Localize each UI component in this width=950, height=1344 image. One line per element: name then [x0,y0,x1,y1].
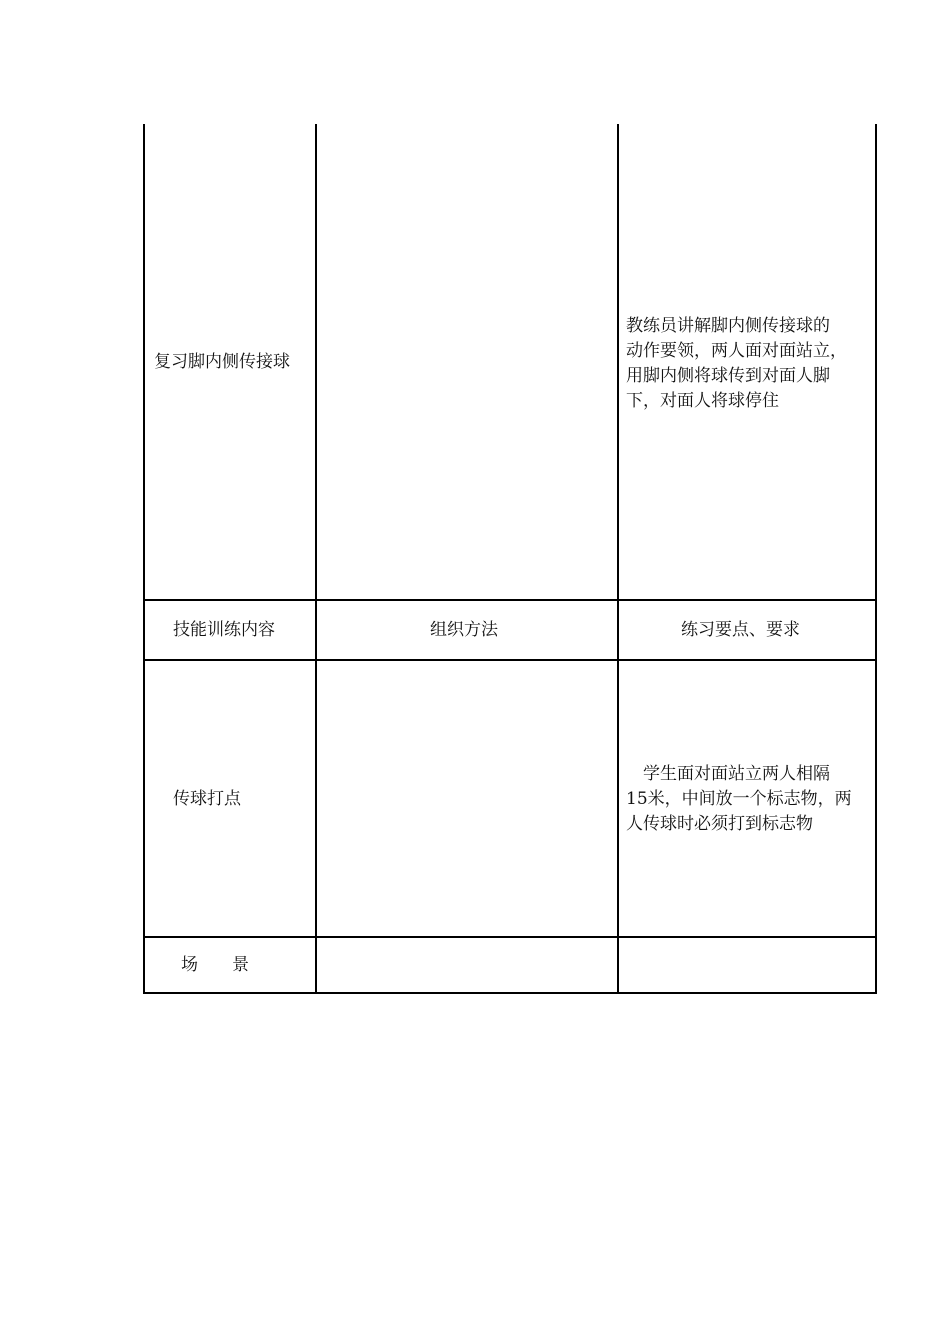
requirement-line: 动作要领，两人面对面站立， [626,341,847,361]
requirement-line: 15米，中间放一个标志物，两 [626,789,852,809]
requirement-line: 用脚内侧将球传到对面人脚 [626,366,830,386]
requirement-line: 教练员讲解脚内侧传接球的 [626,316,830,336]
table-left-border [143,124,145,994]
table-row-divider-3 [143,936,877,938]
table-row-divider-1 [143,599,877,601]
table-right-border [875,124,877,994]
header-practice-requirements: 练习要点、要求 [681,620,800,640]
requirement-line: 下，对面人将球停住 [626,391,779,411]
table-bottom-border [143,992,877,994]
scene-label-cell: 场 景 [181,955,249,975]
table-column-divider-2 [617,124,619,994]
requirement-line: 学生面对面站立两人相隔 [626,764,830,784]
header-training-content: 技能训练内容 [173,620,275,640]
review-content-cell: 复习脚内侧传接球 [154,352,290,372]
header-organization-method: 组织方法 [430,620,498,640]
passing-content-cell: 传球打点 [173,789,241,809]
requirement-line: 人传球时必须打到标志物 [626,814,813,834]
table-column-divider-1 [315,124,317,994]
table-row-divider-2 [143,659,877,661]
